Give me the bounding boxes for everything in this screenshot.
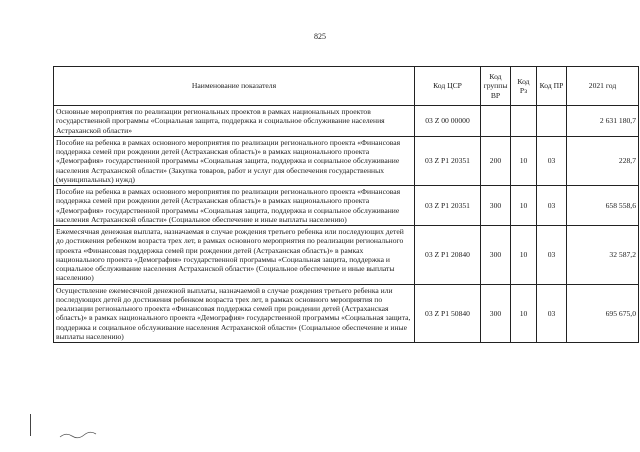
row-rz xyxy=(511,106,537,137)
row-amount: 228,7 xyxy=(567,136,639,185)
table-row xyxy=(54,226,639,285)
table-row xyxy=(54,106,639,137)
row-name: Основные мероприятия по реализации региональных проектов в рамках национальных проектов государственной программы «Социальная защита, поддержка и социальное обслуживание населения Астраханской области» xyxy=(54,106,415,137)
row-pr: 03 xyxy=(537,136,567,185)
row-rz: 10 xyxy=(511,186,537,226)
row-pr: 03 xyxy=(537,284,567,343)
page-number: 825 xyxy=(314,32,326,41)
row-vr: 300 xyxy=(481,226,511,285)
row-csr: 03 Z P1 20351 xyxy=(415,186,481,226)
header-rz: Код Рз xyxy=(511,67,537,106)
table-row xyxy=(54,186,639,226)
row-amount: 2 631 180,7 xyxy=(567,106,639,137)
row-pr: 03 xyxy=(537,186,567,226)
row-amount: 695 675,0 xyxy=(567,284,639,343)
header-year: 2021 год xyxy=(567,67,639,106)
row-pr xyxy=(537,106,567,137)
header-name: Наименование показателя xyxy=(54,67,415,106)
header-csr: Код ЦСР xyxy=(415,67,481,106)
row-pr: 03 xyxy=(537,226,567,285)
row-csr: 03 Z P1 20840 xyxy=(415,226,481,285)
row-csr: 03 Z P1 20351 xyxy=(415,136,481,185)
row-name: Ежемесячная денежная выплата, назначаемая в случае рождения третьего ребенка или последующих детей до достижения ребенком возраста трех лет, в рамках основного мероприятия по реализации регионального проекта «Финансовая поддержка семей при рождении детей (Астраханская область)» в рамках национального проекта «Демография» государственной программы «Социальная защита, поддержка и социальное обслуживание населения Астраханской области» (Социальное обеспечение и иные выплаты населению) xyxy=(54,226,415,285)
row-vr: 300 xyxy=(481,284,511,343)
budget-table xyxy=(53,66,639,343)
row-rz: 10 xyxy=(511,136,537,185)
row-name: Пособие на ребенка в рамках основного мероприятия по реализации регионального проекта «Финансовая поддержка семей при рождении детей (Астраханская область)» в рамках национального проекта «Демография» государственной программы «Социальная защита, поддержка и социальное обслуживание населения Астраханской области» (Закупка товаров, работ и услуг для обеспечения государственных (муниципальных) нужд) xyxy=(54,136,415,185)
row-amount: 32 587,2 xyxy=(567,226,639,285)
row-vr xyxy=(481,106,511,137)
row-amount: 658 558,6 xyxy=(567,186,639,226)
row-csr: 03 Z P1 50840 xyxy=(415,284,481,343)
row-name: Пособие на ребенка в рамках основного мероприятия по реализации регионального проекта «Финансовая поддержка семей при рождении детей (Астраханская область)» в рамках национального проекта «Демография» государственной программы «Социальная защита, поддержка и социальное обслуживание населения Астраханской области» (Социальное обеспечение и иные выплаты населению) xyxy=(54,186,415,226)
table-row xyxy=(54,136,639,185)
row-name: Осуществление ежемесячной денежной выплаты, назначаемой в случае рождения третьего ребенка или последующих детей до достижения ребенком возраста трех лет, в рамках основного мероприятия по реализации регионального проекта «Финансовая поддержка семей при рождении детей (Астраханская область)» в рамках национального проекта «Демография» государственной программы «Социальная защита, поддержка и социальное обслуживание населения Астраханской области» (Социальное обеспечение и иные выплаты населению) xyxy=(54,284,415,343)
row-rz: 10 xyxy=(511,226,537,285)
header-pr: Код ПР xyxy=(537,67,567,106)
table-row xyxy=(54,284,639,343)
margin-mark xyxy=(30,414,31,436)
row-csr: 03 Z 00 00000 xyxy=(415,106,481,137)
ink-mark-icon xyxy=(58,430,98,440)
row-vr: 300 xyxy=(481,186,511,226)
row-vr: 200 xyxy=(481,136,511,185)
table-header-row xyxy=(54,67,639,106)
header-vr: Код группы ВР xyxy=(481,67,511,106)
row-rz: 10 xyxy=(511,284,537,343)
